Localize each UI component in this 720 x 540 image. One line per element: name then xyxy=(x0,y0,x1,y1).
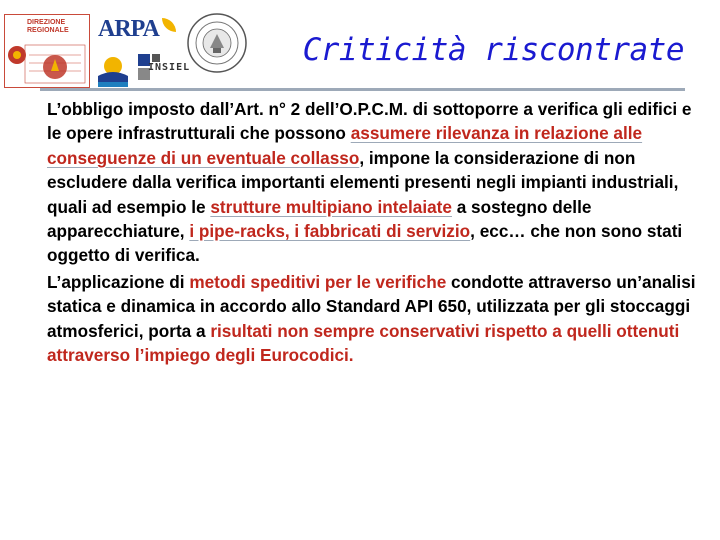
eos-sun-icon xyxy=(96,52,130,88)
p2-text-2: condotte attraverso un’analisi statica e dinamica in accordo allo Standard API 650, utilizzata per gli stoccaggi atmosferici, porta a xyxy=(47,271,696,341)
p1-text-1: L’obbligo imposto dall’Art. n° 2 dell’O.P.C.M. di sottoporre a verifica gli edifici e le opere infrastrutturali che possono xyxy=(47,99,692,144)
p2-highlight-metodi: metodi speditivi per le verifiche xyxy=(189,271,447,292)
university-seal-icon xyxy=(186,12,248,74)
insiel-label: INSIEL xyxy=(148,62,191,73)
eos-logo xyxy=(96,52,130,88)
p1-text-4: , ecc… che non sono stati oggetto di verifica. xyxy=(47,221,683,266)
arpa-logo xyxy=(98,16,178,46)
logo-strip xyxy=(4,8,254,88)
insiel-logo xyxy=(138,54,190,86)
arpa-label: ARPA xyxy=(98,16,159,42)
p1-text-3: a sostegno delle apparecchiature, xyxy=(47,196,592,242)
paragraph-obbligo xyxy=(47,97,697,268)
p1-highlight-collasso: assumere rilevanza in relazione alle conseguenze di un eventuale collasso xyxy=(47,123,643,168)
direzione-regionale-logo xyxy=(4,14,90,88)
p1-text-2: , impone la considerazione di non escludere dalla verifica importanti elementi presenti negli impianti industriali, quali ad esempio le xyxy=(47,147,679,217)
slide-title: Criticità riscontrate xyxy=(302,32,684,68)
title-divider xyxy=(40,88,685,91)
p1-highlight-strutture: strutture multipiano intelaiate xyxy=(210,196,452,217)
arpa-leaf-icon xyxy=(162,18,176,32)
p1-highlight-pipe-racks: i pipe-racks, i fabbricati di servizio xyxy=(189,221,471,242)
direzione-regionale-label: DIREZIONE REGIONALE xyxy=(27,19,69,34)
paragraph-applicazione xyxy=(47,270,697,368)
university-seal-logo xyxy=(186,12,248,74)
p2-highlight-risultati: risultati non sempre conservativi rispetto a quelli ottenuti attraverso l’impiego degli Eurocodici. xyxy=(47,320,680,366)
p2-text-1: L’applicazione di xyxy=(47,271,190,292)
slide-body xyxy=(47,97,697,367)
